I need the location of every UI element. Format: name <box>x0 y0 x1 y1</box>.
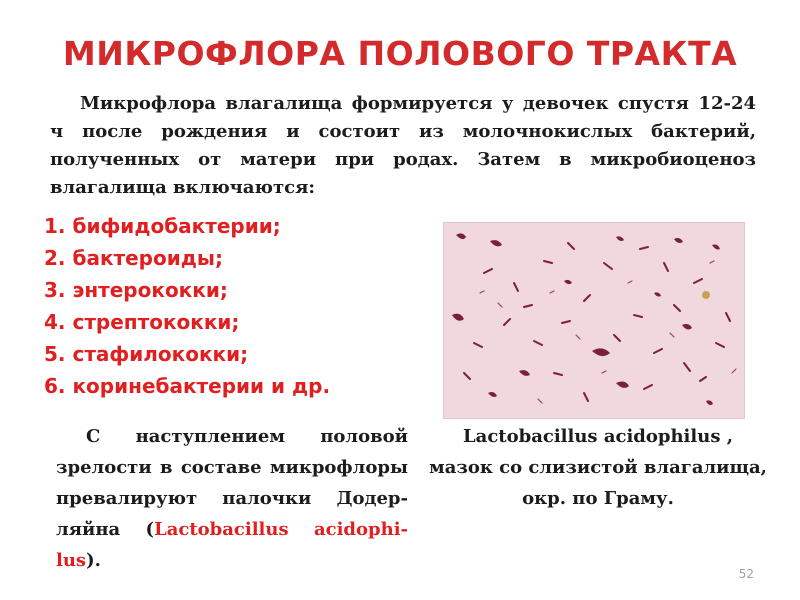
list-item: 3. энтерококки; <box>44 278 228 302</box>
list-item: 4. стрептококки; <box>44 310 240 334</box>
slide-title: МИКРОФЛОРА ПОЛОВОГО ТРАКТА <box>62 34 738 73</box>
page-number: 52 <box>738 567 754 581</box>
micrograph-image <box>443 222 745 419</box>
list-item: 1. бифидобактерии; <box>44 214 281 238</box>
list-item: 2. бактероиды; <box>44 246 223 270</box>
bottom-left-paragraph <box>56 421 408 576</box>
intro-paragraph: Микрофлора влагалища формируется у девочек спустя 12-24 ч после рождения и состоит из молочнокислых бактерий, полученных от матери при родах. Затем в микробиоценоз влагалища включаются: <box>50 93 756 198</box>
bacteria-list <box>44 210 424 402</box>
gram-stain-smear <box>444 223 744 418</box>
list-item: 5. стафилококки; <box>44 342 249 366</box>
latin-name: Lactobacillus acidophi-lus <box>56 519 408 571</box>
bottom-left-text: С наступлением половой зрелости в составе микрофлоры превалируют палочки Додер-ляйна ( <box>56 426 408 540</box>
bottom-left-end: ). <box>86 550 101 571</box>
list-item: 6. коринебактерии и др. <box>44 374 331 398</box>
image-caption: Lactobacillus acidophilus , мазок со слизистой влагалища, окр. по Граму. <box>429 426 767 509</box>
